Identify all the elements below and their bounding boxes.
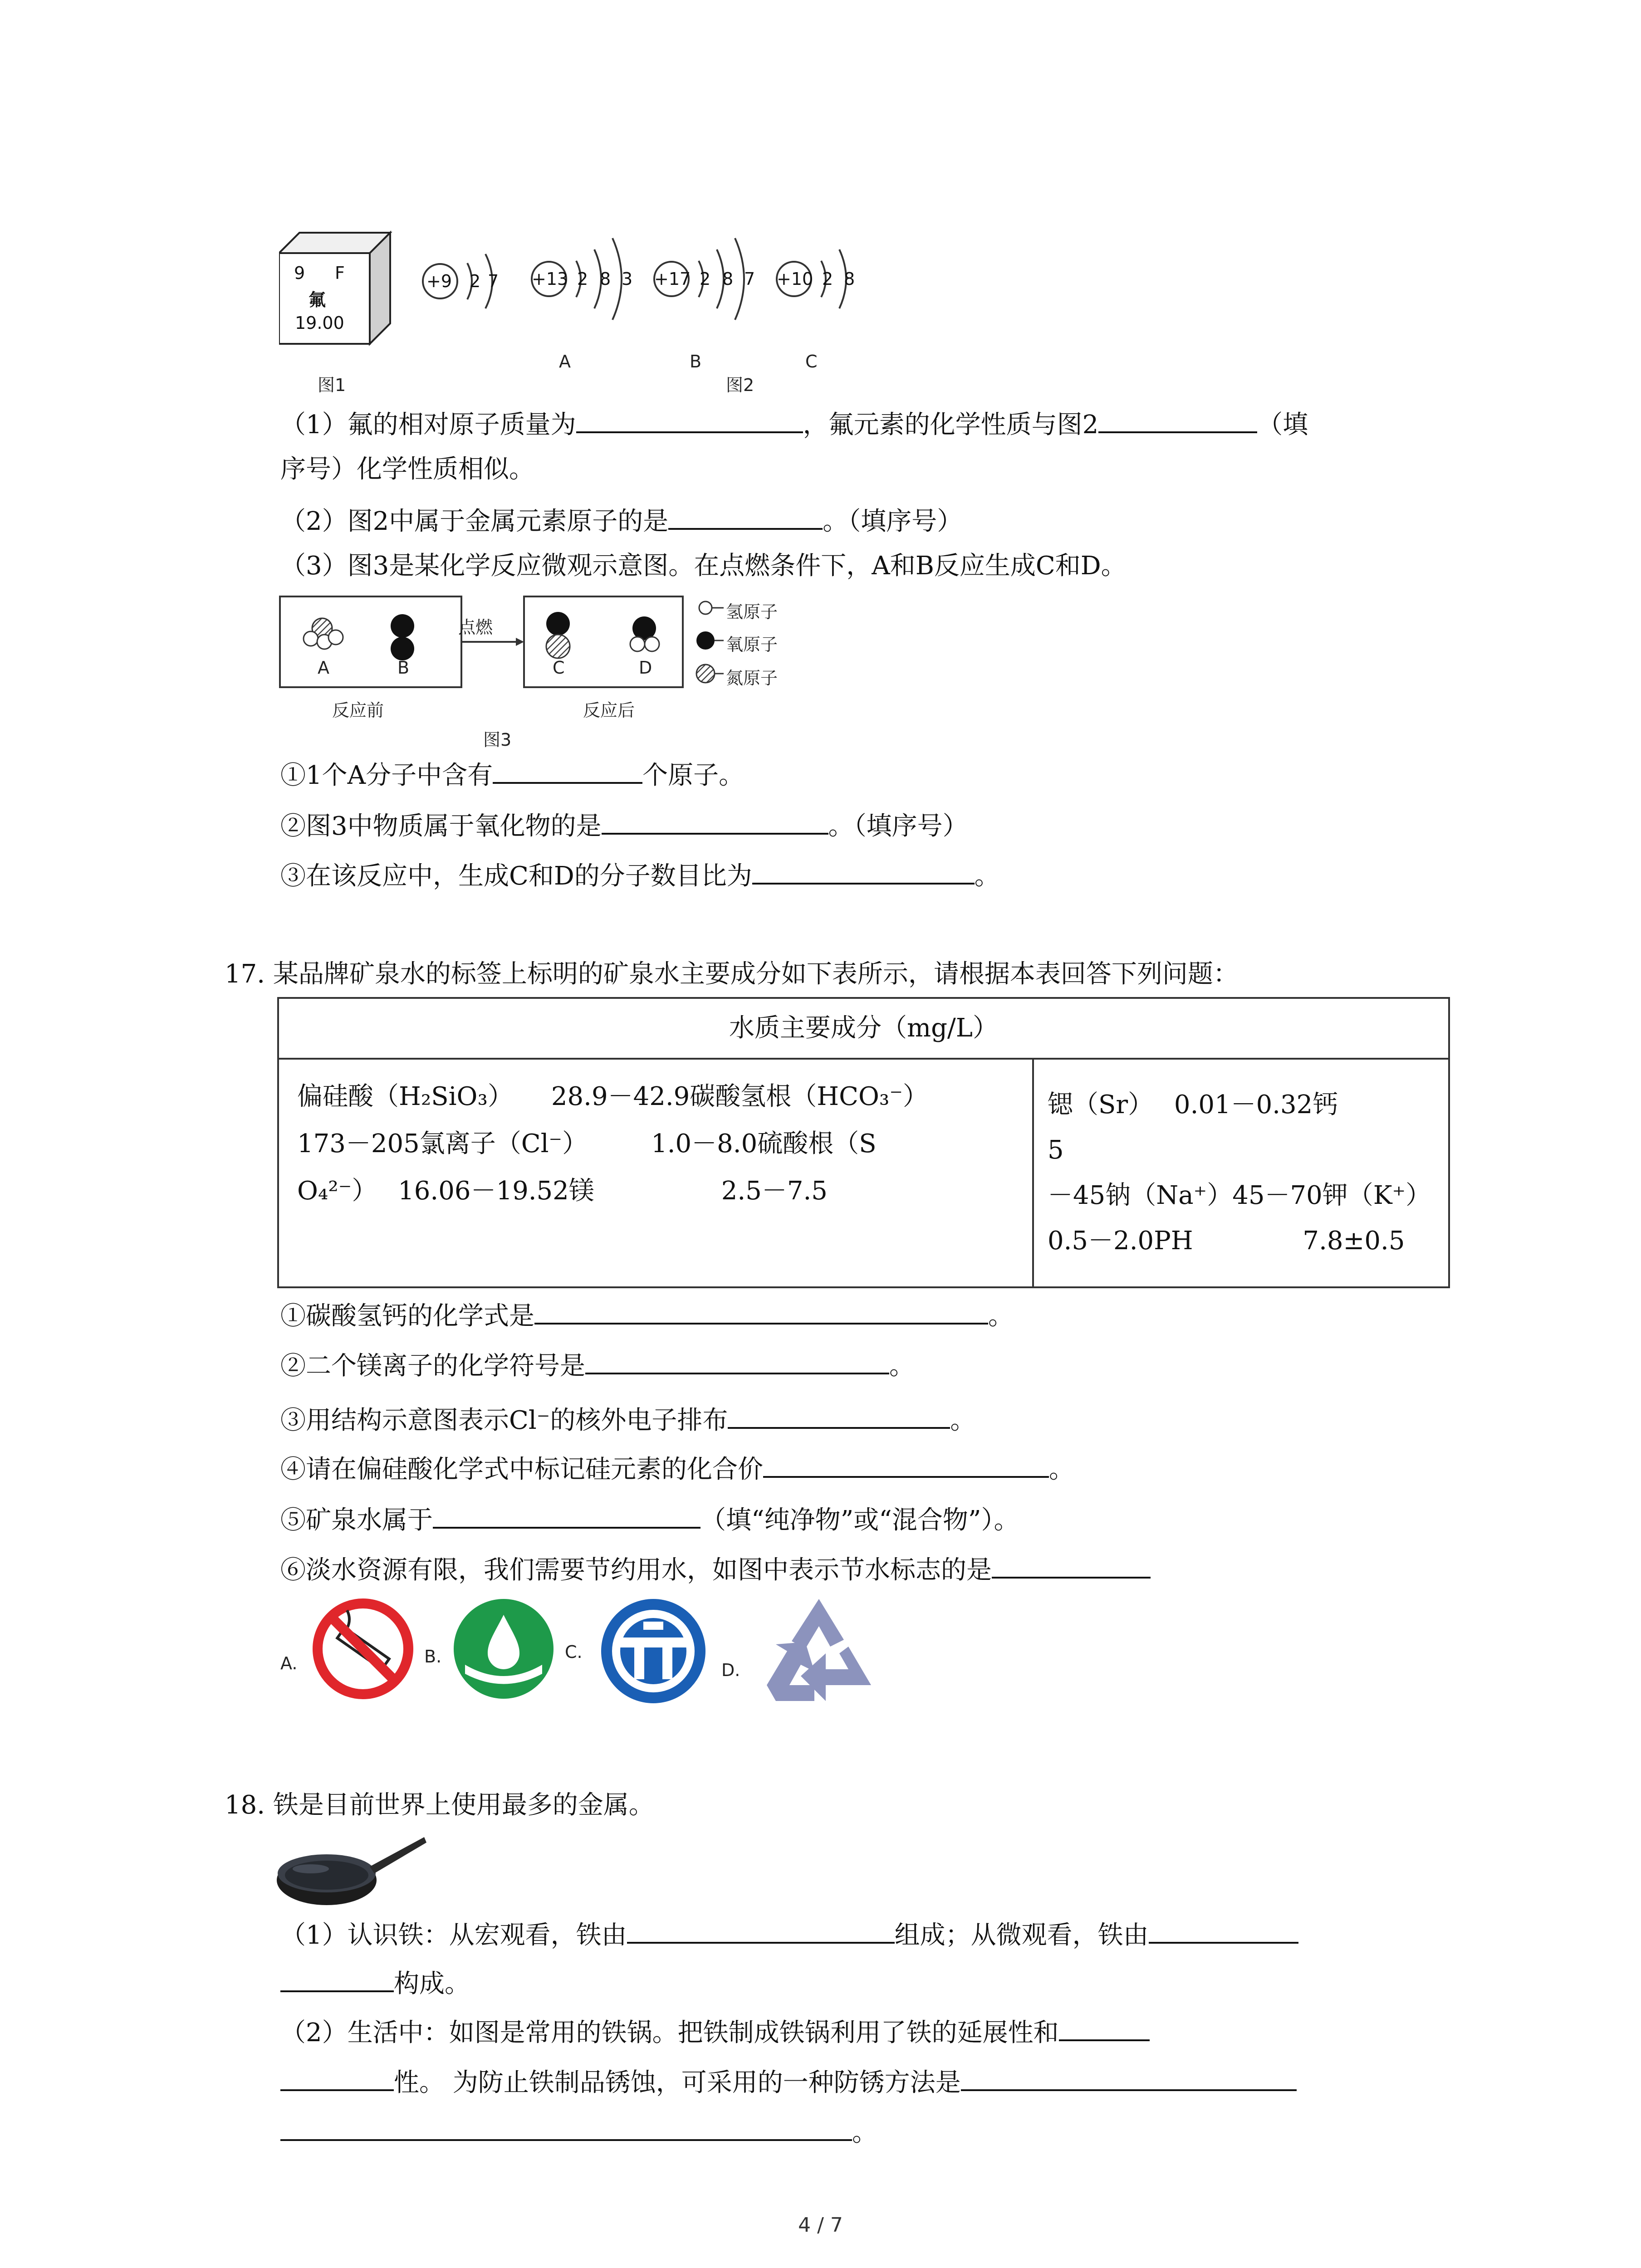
atom-b-shell-2: 8 xyxy=(722,269,734,289)
legend-oxygen: 氧原子 xyxy=(726,635,778,655)
q18-blank-macro[interactable] xyxy=(627,1916,895,1944)
q16-part1: （1）氟的相对原子质量为 ，氟元素的化学性质与图2 （填 xyxy=(280,406,1308,443)
reaction-diagram xyxy=(279,590,801,753)
q16-sub2: ②图3中物质属于氧化物的是 。（填序号） xyxy=(280,807,968,845)
option-a-label: A. xyxy=(280,1653,298,1673)
fig2-caption: 图2 xyxy=(726,375,754,395)
table-left-line-1: 偏硅酸（H₂SiO₃） 28.9－42.9碳酸氢根（HCO₃⁻） xyxy=(297,1082,928,1111)
fig3-caption: 图3 xyxy=(483,730,512,750)
q16-blank-metal[interactable] xyxy=(668,503,823,530)
fluorine-shell-1: 2 xyxy=(470,271,481,291)
q18-stem: 18. 铁是目前世界上使用最多的金属。 xyxy=(225,1790,654,1820)
q17-sub5: ⑤矿泉水属于 （填“纯净物”或“混合物”）。 xyxy=(280,1501,1019,1539)
q16-part2: （2）图2中属于金属元素原子的是 。（填序号） xyxy=(280,503,962,540)
q16-part1-cont: 序号）化学性质相似。 xyxy=(280,455,534,484)
atom-c-shell-1: 2 xyxy=(822,269,833,289)
atom-b-label: B xyxy=(690,352,702,371)
atom-a-shell-3: 3 xyxy=(622,269,633,289)
atom-c-label: C xyxy=(805,352,818,371)
element-number: 9 xyxy=(294,263,305,283)
reaction-label-c: C xyxy=(553,658,565,678)
q17-sub2: ②二个镁离子的化学符号是 。 xyxy=(280,1347,915,1384)
element-mass: 19.00 xyxy=(295,313,344,333)
water-composition-table xyxy=(277,997,1450,1288)
q17-stem: 17. 某品牌矿泉水的标签上标明的矿泉水主要成分如下表所示，请根据本表回答下列问题： xyxy=(225,959,1239,989)
atom-c-nucleus: +10 xyxy=(777,269,813,289)
q16-sub1: ①1个A分子中含有 个原子。 xyxy=(280,757,744,794)
q18-part2-end: 。 xyxy=(280,2114,877,2151)
reaction-before-label: 反应前 xyxy=(332,700,384,720)
atom-b-shell-1: 2 xyxy=(700,269,711,289)
atom-c-shell-2: 8 xyxy=(844,269,855,289)
option-c-label: C. xyxy=(565,1642,583,1662)
q17-blank-ions[interactable] xyxy=(585,1347,889,1374)
page-number: 4 / 7 xyxy=(798,2214,843,2237)
element-name: 氟 xyxy=(309,290,326,310)
q17-blank-valence[interactable] xyxy=(763,1451,1049,1478)
fluorine-shell-2: 7 xyxy=(488,271,499,291)
legend-nitrogen: 氮原子 xyxy=(726,668,778,688)
q17-blank-mixture[interactable] xyxy=(433,1501,700,1529)
table-right-cell xyxy=(1033,1059,1449,1287)
q18-part2: （2）生活中：如图是常用的铁锅。把铁制成铁锅利用了铁的延展性和 xyxy=(280,2014,1150,2051)
option-d-label: D. xyxy=(721,1660,740,1680)
atom-b-shell-3: 7 xyxy=(744,269,755,289)
q17-sub6: ⑥淡水资源有限，我们需要节约用水，如图中表示节水标志的是 xyxy=(280,1551,1151,1589)
q18-part2-cont: 性。 为防止铁制品锈蚀，可采用的一种防锈方法是 xyxy=(280,2064,1297,2101)
element-symbol: F xyxy=(335,263,345,283)
reaction-after-label: 反应后 xyxy=(583,700,635,720)
reaction-label-b: B xyxy=(397,658,410,678)
reaction-label-d: D xyxy=(639,658,652,678)
iron-wok-image xyxy=(274,1828,429,1910)
q18-blank-property[interactable] xyxy=(1059,2014,1150,2041)
fluorine-nucleus: +9 xyxy=(426,271,452,291)
energy-saving-sign-icon xyxy=(599,1597,708,1706)
q18-blank-rustproof-cont[interactable] xyxy=(280,2114,852,2141)
atom-a-shell-2: 8 xyxy=(600,269,611,289)
recycle-sign-icon xyxy=(751,1592,887,1710)
q16-blank-ratio[interactable] xyxy=(752,857,975,885)
q17-sub3: ③用结构示意图表示Cl⁻的核外电子排布 。 xyxy=(280,1402,975,1439)
q17-blank-formula[interactable] xyxy=(534,1297,988,1325)
atom-a-nucleus: +13 xyxy=(532,269,568,289)
table-left-line-3: O₄²⁻） 16.06－19.52镁 2.5－7.5 xyxy=(297,1176,828,1206)
legend-hydrogen: 氢原子 xyxy=(726,602,778,622)
table-left-cell xyxy=(278,1059,1033,1287)
atom-b-nucleus: +17 xyxy=(654,269,691,289)
q17-blank-structure[interactable] xyxy=(728,1402,950,1429)
q18-part1-cont: 构成。 xyxy=(280,1965,470,2002)
no-smoking-sign-icon xyxy=(311,1597,415,1701)
q17-blank-sign[interactable] xyxy=(992,1551,1151,1579)
reaction-label-a: A xyxy=(318,658,329,678)
water-saving-sign-icon xyxy=(451,1597,556,1701)
table-left-line-2: 173－205氯离子（Cl⁻） 1.0－8.0硫酸根（S xyxy=(297,1129,877,1158)
table-right-line-2: －45钠（Na⁺）45－70钾（K⁺） xyxy=(1048,1181,1431,1210)
q16-sub3: ③在该反应中，生成C和D的分子数目比为 。 xyxy=(280,857,1000,894)
q16-blank-oxide[interactable] xyxy=(602,807,828,835)
q17-sub1: ①碳酸氢钙的化学式是 。 xyxy=(280,1297,1014,1334)
q18-blank-property-cont[interactable] xyxy=(280,2064,394,2091)
q18-blank-micro-cont[interactable] xyxy=(280,1965,394,1992)
q18-blank-rustproof[interactable] xyxy=(961,2064,1297,2091)
fig1-caption: 图1 xyxy=(318,375,346,395)
option-b-label: B. xyxy=(424,1647,442,1667)
q16-blank-similar[interactable] xyxy=(1098,406,1257,433)
q16-blank-atoms[interactable] xyxy=(493,757,642,784)
q18-blank-micro[interactable] xyxy=(1149,1916,1298,1944)
atom-a-label: A xyxy=(559,352,571,371)
reaction-arrow-label: 点燃 xyxy=(458,617,493,637)
q16-blank-mass[interactable] xyxy=(576,406,803,433)
q17-sub4: ④请在偏硅酸化学式中标记硅元素的化合价 。 xyxy=(280,1451,1074,1488)
q18-part1: （1）认识铁：从宏观看，铁由 组成；从微观看，铁由 xyxy=(280,1916,1298,1954)
q16-part3: （3）图3是某化学反应微观示意图。在点燃条件下，A和B反应生成C和D。 xyxy=(280,551,1127,581)
table-right-line-3: 0.5－2.0PH 7.8±0.5 xyxy=(1048,1226,1405,1256)
table-right-line-1: 锶（Sr） 0.01－0.32钙 5 xyxy=(1048,1090,1440,1165)
atom-a-shell-1: 2 xyxy=(577,269,588,289)
table-title: 水质主要成分（mg/L） xyxy=(278,998,1449,1059)
